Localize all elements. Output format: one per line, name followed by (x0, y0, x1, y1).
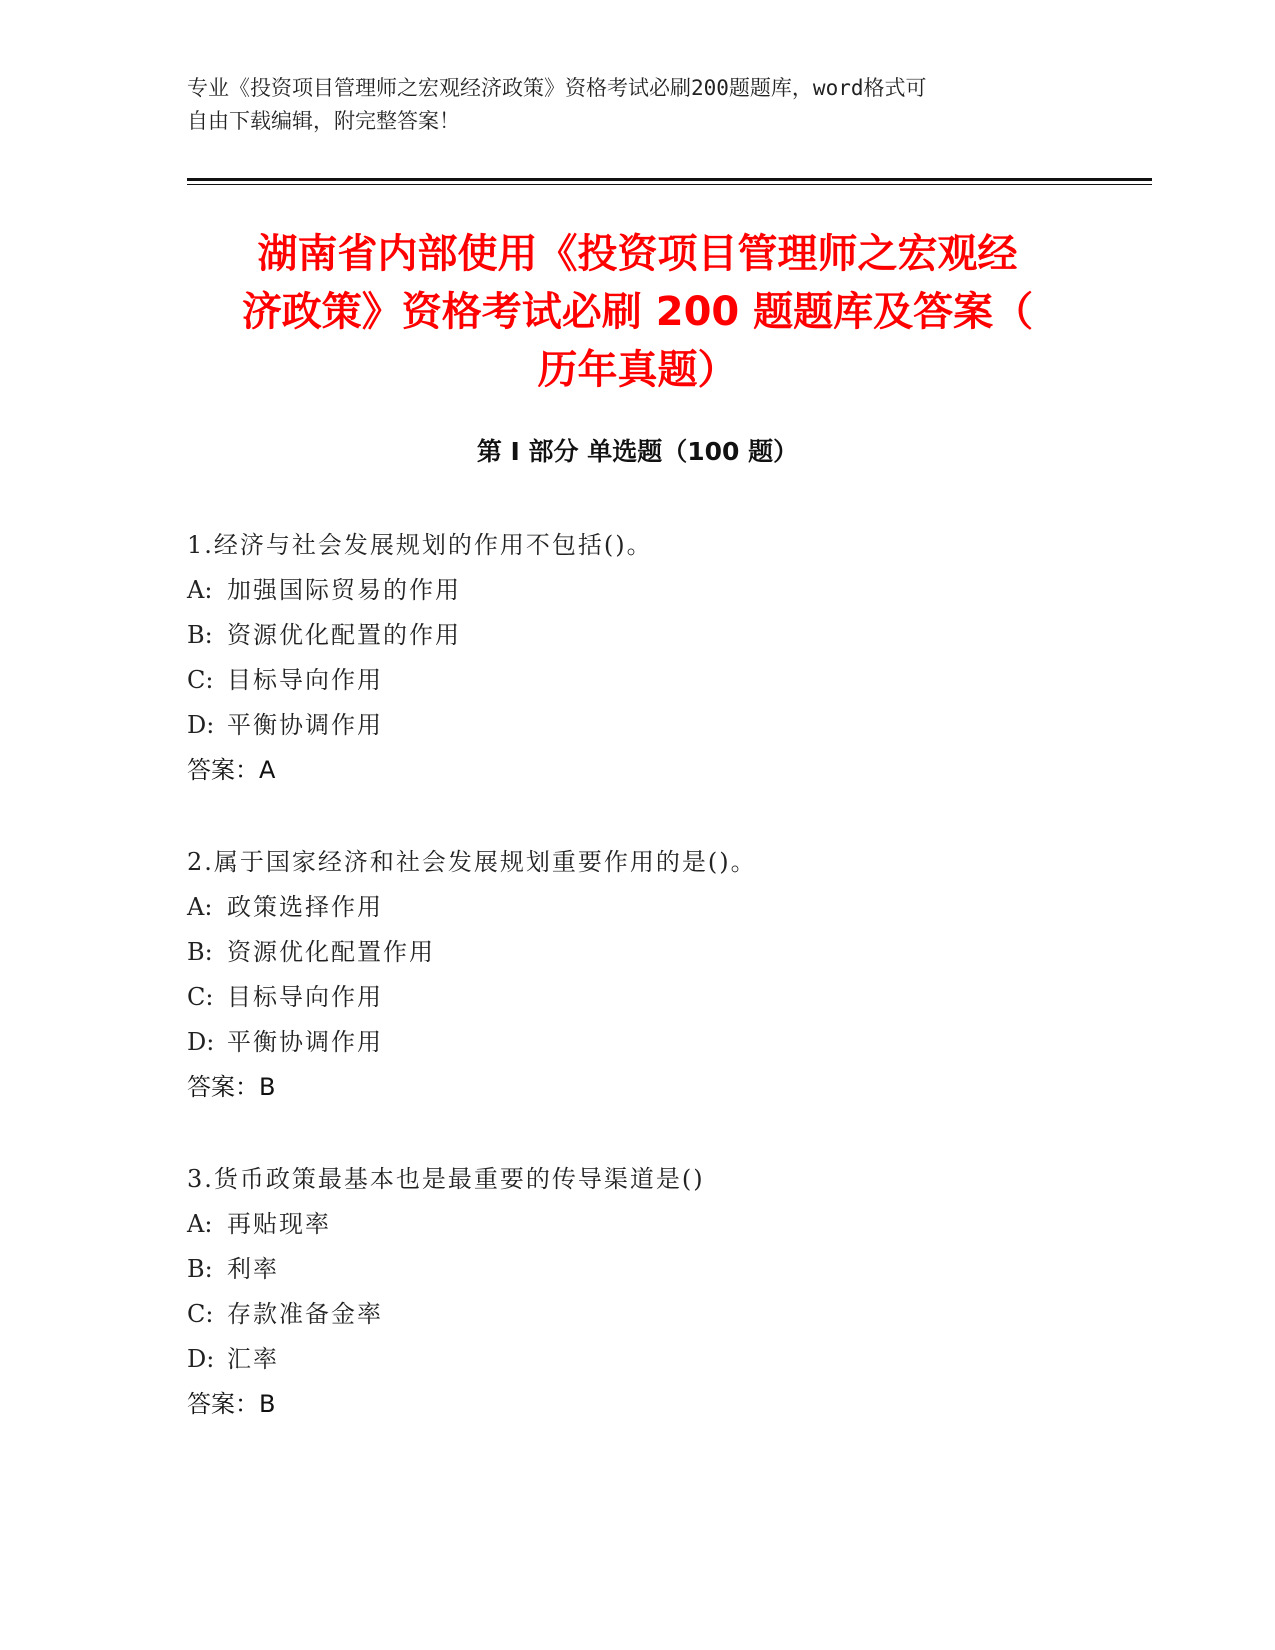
option-text: 目标导向作用 (227, 666, 383, 694)
option-c (187, 975, 1087, 1020)
header-note-line: 专业《投资项目管理师之宏观经济政策》资格考试必刷200题题库，word格式可 (187, 76, 927, 100)
header-divider-thick (187, 178, 1152, 181)
option-c (187, 658, 1087, 703)
option-letter: D: (187, 1345, 215, 1373)
option-letter: D: (187, 711, 215, 739)
option-text: 再贴现率 (227, 1210, 331, 1238)
option-c (187, 1292, 1087, 1337)
option-letter: A: (187, 1210, 213, 1238)
title-line: 济政策》资格考试必刷 200 题题库及答案（ (241, 289, 1034, 335)
header-note-line: 自由下载编辑，附完整答案！ (187, 109, 460, 133)
title-line: 历年真题） (537, 347, 738, 393)
option-b (187, 1247, 1087, 1292)
option-text: 目标导向作用 (227, 983, 383, 1011)
header-divider-thin (187, 184, 1152, 185)
question-block (187, 840, 1087, 1110)
option-text: 资源优化配置作用 (227, 938, 435, 966)
option-d (187, 1020, 1087, 1065)
question-stem: 2.属于国家经济和社会发展规划重要作用的是()。 (187, 848, 757, 876)
title-line: 湖南省内部使用《投资项目管理师之宏观经 (257, 231, 1018, 277)
option-letter: C: (187, 1300, 214, 1328)
option-b (187, 613, 1087, 658)
option-a (187, 568, 1087, 613)
option-letter: B: (187, 938, 213, 966)
option-letter: B: (187, 1255, 213, 1283)
option-a (187, 885, 1087, 930)
option-text: 利率 (227, 1255, 279, 1283)
question-stem: 1.经济与社会发展规划的作用不包括()。 (187, 531, 653, 559)
option-text: 存款准备金率 (227, 1300, 383, 1328)
option-d (187, 703, 1087, 748)
option-d (187, 1337, 1087, 1382)
answer: 答案：A (187, 756, 276, 784)
option-text: 平衡协调作用 (227, 1028, 383, 1056)
question-block (187, 523, 1087, 793)
option-letter: A: (187, 576, 213, 604)
option-text: 政策选择作用 (227, 893, 383, 921)
option-text: 加强国际贸易的作用 (227, 576, 461, 604)
option-b (187, 930, 1087, 975)
option-text: 汇率 (227, 1345, 279, 1373)
option-a (187, 1202, 1087, 1247)
option-letter: A: (187, 893, 213, 921)
header-note (187, 72, 1067, 138)
question-stem: 3.货币政策最基本也是最重要的传导渠道是() (187, 1165, 705, 1193)
document-title (150, 225, 1125, 399)
answer: 答案：B (187, 1073, 276, 1101)
option-letter: B: (187, 621, 213, 649)
option-letter: C: (187, 983, 214, 1011)
option-letter: D: (187, 1028, 215, 1056)
option-text: 平衡协调作用 (227, 711, 383, 739)
option-text: 资源优化配置的作用 (227, 621, 461, 649)
section-heading: 第 I 部分 单选题（100 题） (476, 437, 799, 466)
answer: 答案：B (187, 1390, 276, 1418)
question-block (187, 1157, 1087, 1427)
option-letter: C: (187, 666, 214, 694)
